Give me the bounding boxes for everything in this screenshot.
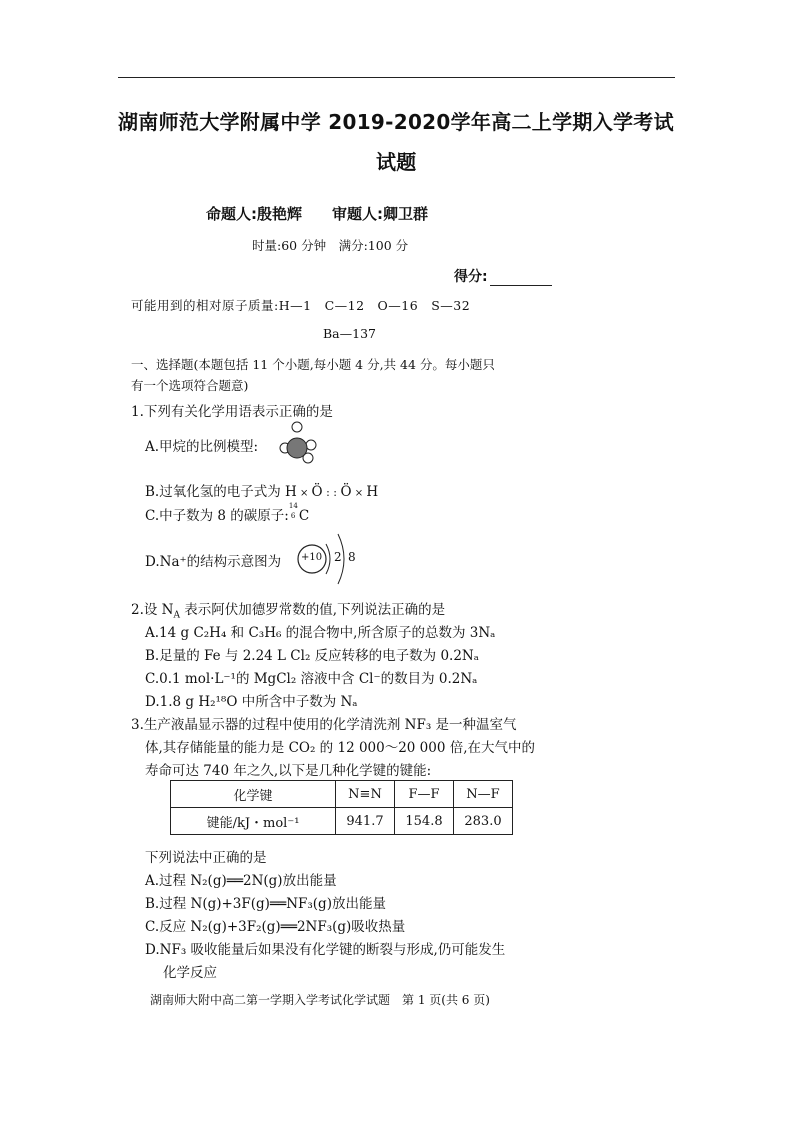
q3-option-a: A.过程 N₂(g)══2N(g)放出能量: [145, 873, 337, 889]
q2-stem: [131, 598, 445, 621]
table-header-row: [171, 781, 513, 808]
q3-stem-line2: 体,其存储能量的能力是 CO₂ 的 12 000～20 000 倍,在大气中的: [145, 740, 536, 756]
table-cell: 941.7: [336, 808, 395, 835]
table-header-cell: N—F: [454, 781, 513, 808]
table-header-cell: 化学键: [171, 781, 336, 808]
atomic-mass-line2: Ba—137: [323, 326, 376, 341]
top-rule: [118, 77, 675, 78]
q1-c-atomic: 6: [290, 512, 296, 520]
table-row: [171, 808, 513, 835]
q1-b-o1: Ö: [311, 484, 323, 500]
q1-option-c: [145, 504, 309, 524]
sodium-shell2-label: 8: [348, 550, 356, 564]
q2-option-c: C.0.1 mol·L⁻¹的 MgCl₂ 溶液中含 Cl⁻的数目为 0.2Nₐ: [145, 671, 478, 687]
page-title-line1: 湖南师范大学附属中学 2019-2020学年高二上学期入学考试: [118, 110, 674, 134]
table-header-cell: N≡N: [336, 781, 395, 808]
q3-prompt: 下列说法中正确的是: [145, 850, 267, 866]
q1-c-mass: 14: [288, 502, 298, 510]
table-header-cell: F—F: [395, 781, 454, 808]
methane-model-icon: [278, 420, 320, 466]
q2-stem-start: 2.设 N: [131, 602, 174, 618]
table-row-label: 键能/kJ・mol⁻¹: [171, 808, 336, 835]
q1-b-suffix: H: [366, 484, 379, 500]
table-cell: 154.8: [395, 808, 454, 835]
q1-b-prefix: B.过氧化氢的电子式为 H: [145, 484, 297, 500]
q3-option-c: C.反应 N₂(g)+3F₂(g)══2NF₃(g)吸收热量: [145, 919, 406, 935]
q3-stem-line3: 寿命可达 740 年之久,以下是几种化学键的键能:: [145, 763, 432, 779]
q2-option-a: A.14 g C₂H₄ 和 C₃H₆ 的混合物中,所含原子的总数为 3Nₐ: [145, 625, 496, 641]
q3-stem-line1: 3.生产液晶显示器的过程中使用的化学清洗剂 NF₃ 是一种温室气: [131, 717, 517, 733]
page-footer: 湖南师大附中高二第一学期入学考试化学试题 第 1 页(共 6 页): [150, 993, 490, 1007]
score-label: 得分:: [454, 269, 488, 285]
section-heading-line1: 一、选择题(本题包括 11 个小题,每小题 4 分,共 44 分。每小题只: [131, 357, 495, 372]
q2-stem-sub: A: [173, 610, 180, 621]
q1-option-b: B.过氧化氢的电子式为 H × Ö : : Ö × H: [145, 484, 379, 500]
q1-stem: 1.下列有关化学用语表示正确的是: [131, 404, 333, 420]
q2-option-d: D.1.8 g H₂¹⁸O 中所含中子数为 Nₐ: [145, 694, 358, 710]
q1-c-symbol: C: [298, 508, 310, 524]
q3-option-b: B.过程 N(g)+3F(g)══NF₃(g)放出能量: [145, 896, 386, 912]
q1-option-d: D.Na⁺的结构示意图为: [145, 554, 282, 570]
q1-option-a: A.甲烷的比例模型:: [145, 439, 259, 455]
section-heading-line2: 有一个选项符合题意): [131, 378, 249, 393]
score-blank: [490, 271, 552, 286]
table-cell: 283.0: [454, 808, 513, 835]
atomic-mass-line1: 可能用到的相对原子质量:H—1 C—12 O—16 S—32: [131, 298, 471, 313]
q1-c-text: C.中子数为 8 的碳原子:: [145, 508, 289, 524]
q3-option-d-cont: 化学反应: [163, 965, 217, 981]
time-score: 时量:60 分钟 满分:100 分: [252, 238, 409, 253]
page-title-line2: 试题: [376, 150, 417, 174]
bond-energy-table: [170, 780, 513, 835]
q3-option-d: D.NF₃ 吸收能量后如果没有化学键的断裂与形成,仍可能发生: [145, 942, 506, 958]
authors: 命题人:殷艳辉 审题人:卿卫群: [206, 205, 428, 223]
q2-stem-rest: 表示阿伏加德罗常数的值,下列说法正确的是: [179, 602, 446, 618]
score-field: [454, 266, 552, 286]
sodium-nucleus-label: +10: [301, 552, 323, 563]
q1-b-o2: Ö: [340, 484, 352, 500]
q2-option-b: B.足量的 Fe 与 2.24 L Cl₂ 反应转移的电子数为 0.2Nₐ: [145, 648, 479, 664]
sodium-shell1-label: 2: [334, 550, 342, 564]
